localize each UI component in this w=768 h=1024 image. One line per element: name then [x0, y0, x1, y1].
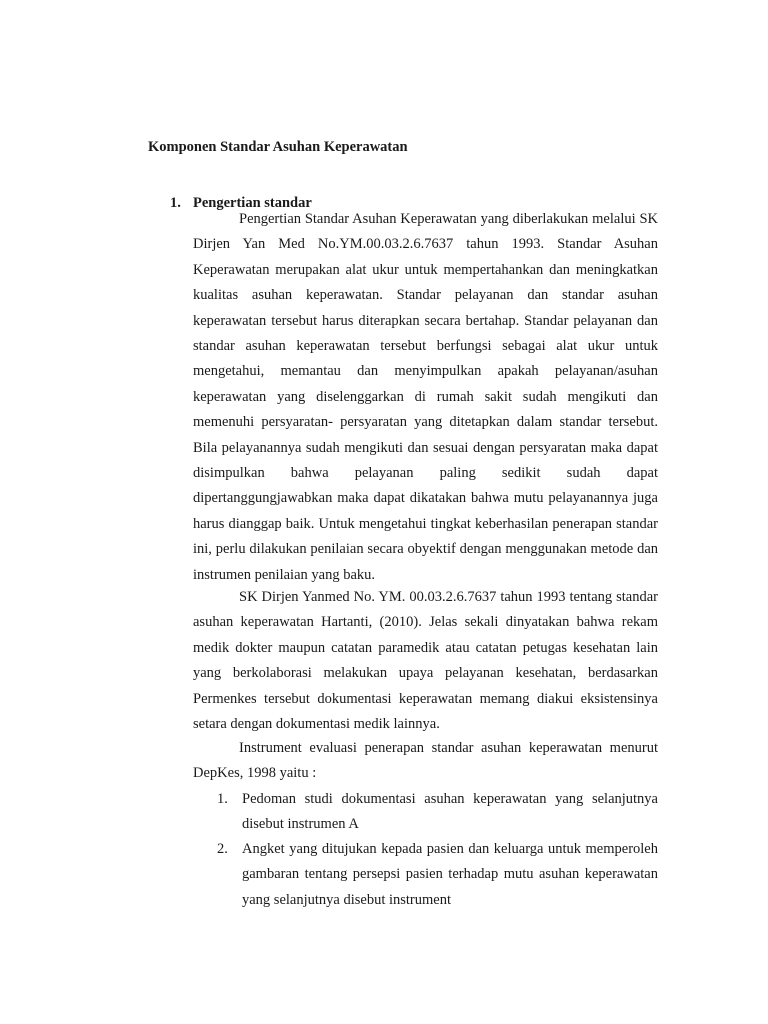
paragraph: Pengertian Standar Asuhan Keperawatan yang diberlakukan melalui SK Dirjen Yan Med No.YM.00.03.2.6.7637 tahun 1993. Standar Asuhan Keperawatan merupakan alat ukur untuk mempertahankan dan meningkatkan kualitas asuhan keperawatan. Standar pelayanan dan standar asuhan keperawatan tersebut harus diterapkan secara bertahap. Standar pelayanan dan standar asuhan keperawatan tersebut berfungsi sebagai alat ukur untuk mengetahui, memantau dan menyimpulkan apakah pelayanan/asuhan keperawatan yang diselenggarkan di rumah sakit sudah mengikuti dan memenuhi persyaratan- persyaratan yang ditetapkan dalam standar tersebut. Bila pelayanannya sudah mengikuti dan sesuai dengan persyaratan maka dapat disimpulkan bahwa pelayanan paling sedikit sudah dapat dipertanggungjawabkan maka dapat dikatakan bahwa mutu pelayanannya juga harus dianggap baik. Untuk mengetahui tingkat keberhasilan penerapan standar ini, perlu dilakukan penilaian secara obyektif dengan menggunakan metode dan instrumen penilaian yang baku. [193, 211, 658, 583]
section-number: 1. [170, 195, 181, 211]
paragraph-block-3 [193, 736, 658, 787]
document-title: Komponen Standar Asuhan Keperawatan [148, 139, 408, 155]
paragraph: Instrument evaluasi penerapan standar asuhan keperawatan menurut DepKes, 1998 yaitu : [193, 740, 658, 782]
paragraph-block-1 [193, 207, 658, 588]
paragraph: SK Dirjen Yanmed No. YM. 00.03.2.6.7637 tahun 1993 tentang standar asuhan keperawatan Hartanti, (2010). Jelas sekali dinyatakan bahwa rekam medik dokter maupun catatan paramedik atau catatan petugas kesehatan lain yang berkolaborasi melakukan upaya pelayanan kesehatan, berdasarkan Permenkes tersebut dokumentasi keperawatan memang diakui eksistensinya setara dengan dokumentasi medik lainnya. [193, 589, 658, 733]
instrument-list-2 [193, 837, 658, 913]
list-item [193, 787, 658, 838]
list-item [193, 837, 658, 913]
paragraph-block-2 [193, 585, 658, 737]
list-item-text: Angket yang ditujukan kepada pasien dan keluarga untuk memperoleh gambaran tentang persepsi pasien terhadap mutu asuhan keperawatan yang selanjutnya disebut instrument [242, 841, 658, 908]
list-item-number: 2. [217, 841, 228, 857]
list-item-number: 1. [217, 791, 228, 807]
instrument-list-1 [193, 787, 658, 838]
section-heading: Pengertian standar [193, 195, 312, 211]
list-item-text: Pedoman studi dokumentasi asuhan keperawatan yang selanjutnya disebut instrumen A [242, 791, 658, 833]
